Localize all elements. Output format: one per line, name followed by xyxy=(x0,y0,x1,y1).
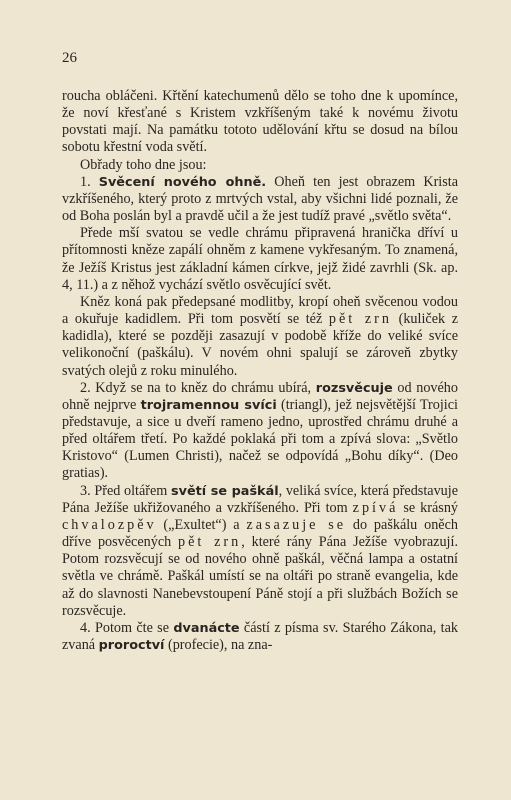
bold-emphasis: rozsvěcuje xyxy=(315,380,393,396)
paragraph-text: , veliká svíce, která představuje Pána Ježíše ukřižovaného a vzkříšeného. Při tom xyxy=(62,482,458,516)
paragraph-text: od nového ohně nejprve xyxy=(62,379,458,413)
paragraph xyxy=(62,483,458,620)
spaced-emphasis: zasazuje se xyxy=(246,516,347,533)
paragraph xyxy=(62,620,458,654)
paragraph-text: , které rány Pána Ježíše vyobrazují. Potom rozsvěcují se od nového ohně paškál, věčná lampa a ostatní světla ve chrámě. Paškál umístí se na oltáři po straně evangelia, kde až do slavnosti Nanebevstoupení Páně stojí a při službách Božích se rozsvěcuje. xyxy=(62,534,458,619)
list-number: 3. xyxy=(80,482,91,499)
bold-heading: Svěcení nového ohně. xyxy=(98,174,267,190)
paragraph-text: (kuliček z kadidla), které se později zasazují v podobě kříže do veliké svíce velikonoční (paškálu). V novém ohni spalují se zároveň zbytky svatých olejů z roku minulého. xyxy=(62,311,459,379)
paragraph-text: („Exultet“) a xyxy=(156,516,247,533)
list-number: 4. xyxy=(80,619,91,636)
paragraph-text: do paškálu oněch dříve posvěcených xyxy=(62,516,458,551)
list-number: 1. xyxy=(80,173,91,190)
list-number: 2. xyxy=(80,379,91,396)
paragraph: Obřady toho dne jsou: xyxy=(80,156,207,173)
paragraph-text: Kněz koná pak předepsané modlitby, kropí oheň svěcenou vodou a okuřuje kadidlem. Při tom posvětí se též xyxy=(62,293,458,328)
spaced-emphasis: zpívá xyxy=(352,499,399,516)
bold-emphasis: dvanácte xyxy=(173,620,240,636)
bold-emphasis: trojramennou svíci xyxy=(140,397,277,413)
paragraph-text: Když se na to kněz do chrámu ubírá, xyxy=(90,379,316,396)
paragraph xyxy=(62,174,458,225)
bold-emphasis: proroctví xyxy=(98,638,165,653)
paragraph xyxy=(62,294,458,380)
bold-emphasis: světí se paškál xyxy=(171,483,279,499)
paragraph-text: (triangl), jež nejsvětější Trojici představuje, a sice u dveří rameno jedno, uprostřed chrámu druhé a před oltářem třetí. Po každé poklaká při tom a zpívá slova: „Světlo Kristovo“ (Lumen Christi), načež se odpovídá „Bohu díky“. (Deo gratias). xyxy=(62,396,458,482)
paragraph-text: se krásný xyxy=(398,499,459,516)
paragraph-text: Před oltářem xyxy=(90,482,172,499)
paragraph-text: Potom čte se xyxy=(90,619,174,636)
paragraph-text: (profecie), na zna- xyxy=(164,637,273,653)
paragraph-text: částí z písma sv. Starého Zákona, tak zvaná xyxy=(62,619,458,653)
spaced-emphasis: chvalozpěv xyxy=(62,516,157,533)
paragraph-text: Oheň ten jest obrazem Krista vzkříšeného, který proto z mrtvých vstal, aby všichni lidé poznali, že od Boha poslán byl a pravdě učil a že jest tudíž pravé „světlo světa“. xyxy=(62,173,458,225)
page-text xyxy=(62,88,458,654)
spaced-emphasis: pět zrn xyxy=(328,311,392,328)
paragraph xyxy=(62,380,458,483)
paragraph: Přede mší svatou se vedle chrámu připravená hranička dříví u přítomnosti kněze zapálí ohněm z kamene vykřesaným. To znamená, že Ježíš Kristus jest základní kámen církve, jejž židé zavrhli (Sk. ap. 4, 11.) a z něhož vychází světlo osvěcující svět. xyxy=(62,225,458,293)
paragraph: roucha obláčeni. Křtění katechumenů dělo se toho dne k upomínce, že noví křesťané s Kristem vzkříšeným také k novému životu povstati mají. Na památku tototo udělování křtu se dosud na bílou sobotu křestní voda světí. xyxy=(62,88,458,156)
spaced-emphasis: pět zrn xyxy=(178,534,242,551)
page-number: 26 xyxy=(62,50,77,66)
